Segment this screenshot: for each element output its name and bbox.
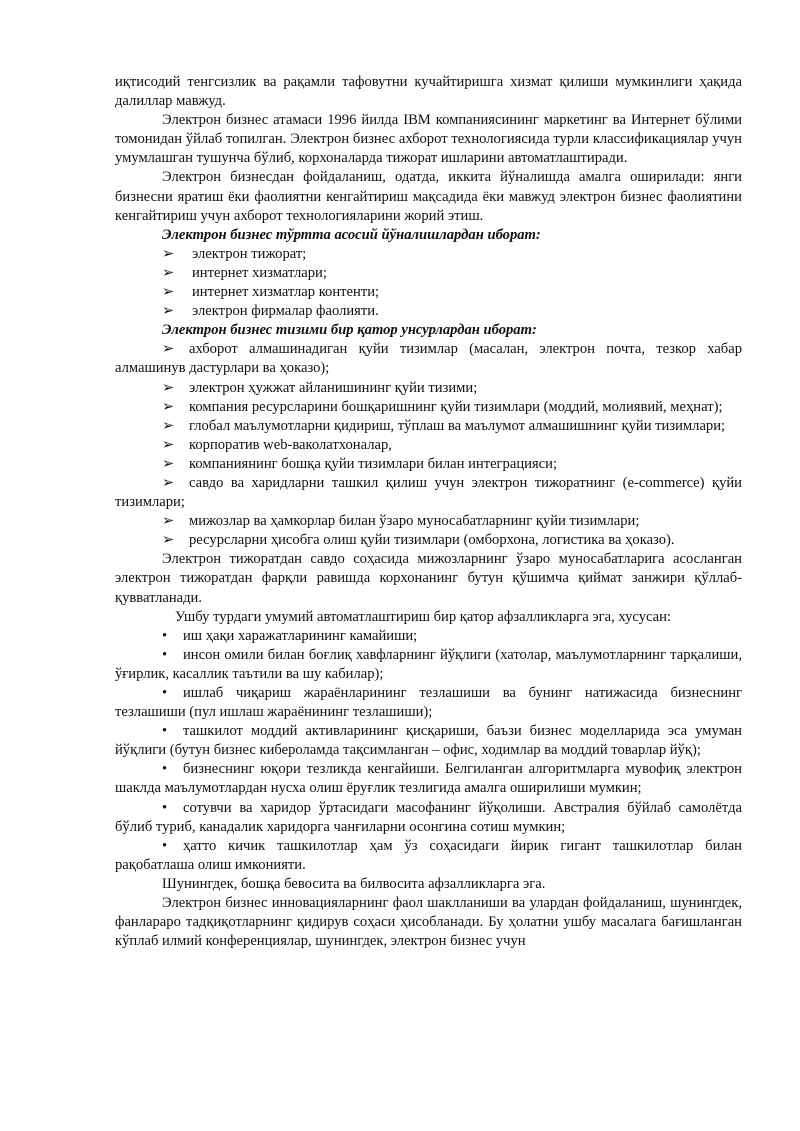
list-directions <box>115 245 742 321</box>
heading-directions: Электрон бизнес тўртта асосий йўналишлардан иборат: <box>162 226 541 243</box>
list-item: ➢ компания ресурсларини бошқаришнинг қуйи тизимлари (моддий, молиявий, меҳнат); <box>115 398 742 417</box>
arrow-bullet-icon: ➢ <box>162 284 175 301</box>
list-item: ➢ корпоратив web-ваколатхоналар, <box>115 436 742 455</box>
list-item: ➢ мижозлар ва ҳамкорлар билан ўзаро муносабатларнинг қуйи тизимлари; <box>115 512 742 531</box>
arrow-bullet-icon: ➢ <box>162 417 175 434</box>
list-item: ➢ глобал маълумотларни қидириш, тўплаш ва маълумот алмашишнинг қуйи тизимлари; <box>115 417 742 436</box>
list-advantages <box>115 627 742 875</box>
paragraph-advantages-intro: Ушбу турдаги умумий автоматлаштириш бир қатор афзалликларга эга, хусусан: <box>175 608 671 625</box>
arrow-bullet-icon: ➢ <box>162 532 175 549</box>
list-elements <box>115 340 742 550</box>
list-item: • бизнеснинг юқори тезликда кенгайиши. Белгиланган алгоритмларга мувофиқ электрон шаклда маълумотлардан нусха олиш ёруғлик тезлигида амалга оширилиши мумкин; <box>115 761 742 797</box>
paragraph-usage: Электрон бизнесдан фойдаланиш, одатда, иккита йўналишда амалга оширилади: янги бизнесни яратиш ёки фаолиятни кенгайтириш мақсадида ёки мавжуд электрон бизнес фаолиятини кенгайтириш учун ахборот технологияларини жорий этиш. <box>115 169 742 224</box>
bullet-dot-icon: • <box>162 685 168 701</box>
arrow-bullet-icon: ➢ <box>162 513 175 530</box>
bullet-dot-icon: • <box>162 723 168 740</box>
paragraph-innovation: Электрон бизнес инновацияларнинг фаол шаклланиши ва улардан фойдаланиш, шунингдек, фанлараро тадқиқотларнинг қидирув соҳаси ҳисобланади. Бу ҳолатни ушбу масалага бағишланган кўплаб илмий конференциялар, шунингдек, электрон бизнес учун <box>115 895 742 950</box>
list-item: • сотувчи ва харидор ўртасидаги масофанинг йўқолиши. Австралия бўйлаб самолётда бўлиб туриб, канадалик харидорга чанғиларни осонгина сотиш мумкин; <box>115 799 742 835</box>
list-item: • ташкилот моддий активларининг қисқариши, баъзи бизнес моделларида эса умуман йўқлиги (бутун бизнес кибероламда тақсимланган – офис, ходимлар ва моддий товарлар йўқ); <box>115 723 742 759</box>
heading-elements: Электрон бизнес тизими бир қатор унсурлардан иборат: <box>162 322 537 339</box>
bullet-dot-icon: • <box>162 627 168 644</box>
bullet-dot-icon: • <box>162 761 168 778</box>
arrow-bullet-icon: ➢ <box>162 264 175 281</box>
paragraph-ecommerce: Электрон тижоратдан савдо соҳасида мижозларнинг ўзаро муносабатларига асосланган электрон тижоратдан фарқли равишда корхонанинг бутун қўшимча қиймат занжири қўллаб-қувватланади. <box>115 551 742 606</box>
arrow-bullet-icon: ➢ <box>162 436 175 453</box>
bullet-dot-icon: • <box>162 646 168 663</box>
bullet-dot-icon: • <box>162 837 168 854</box>
list-item: • иш ҳақи харажатларининг камайиши; <box>115 627 742 646</box>
list-item: ➢ ахборот алмашинадиган қуйи тизимлар (масалан, электрон почта, тезкор хабар алмашинув дастурлари ва ҳоказо); <box>115 341 742 377</box>
list-item: ➢ электрон тижорат; <box>115 245 742 264</box>
list-item: ➢ интернет хизматлар контенти; <box>115 283 742 302</box>
list-item: ➢ компаниянинг бошқа қуйи тизимлари билан интеграцияси; <box>115 455 742 474</box>
list-item: ➢ электрон фирмалар фаолияти. <box>115 302 742 321</box>
arrow-bullet-icon: ➢ <box>162 303 175 320</box>
list-item: ➢ ресурсларни ҳисобга олиш қуйи тизимлари (омборхона, логистика ва ҳоказо). <box>115 531 742 550</box>
bullet-dot-icon: • <box>162 799 168 816</box>
document-page <box>115 73 742 951</box>
arrow-bullet-icon: ➢ <box>162 379 175 396</box>
paragraph-ibm: Электрон бизнес атамаси 1996 йилда IBM компаниясининг маркетинг ва Интернет бўлими томонидан ўйлаб топилган. Электрон бизнес ахборот технологиясида турли классификациялар учун умумлашган тушунча бўлиб, корхоналарда тижорат ишларини автоматлаштиради. <box>115 112 742 167</box>
list-item: ➢ электрон ҳужжат айланишининг қуйи тизими; <box>115 379 742 398</box>
arrow-bullet-icon: ➢ <box>162 245 175 262</box>
arrow-bullet-icon: ➢ <box>162 455 175 472</box>
arrow-bullet-icon: ➢ <box>162 398 175 415</box>
arrow-bullet-icon: ➢ <box>162 474 175 491</box>
list-item: • ишлаб чиқариш жараёнларининг тезлашиши ва бунинг натижасида бизнеснинг тезлашиши (пул ишлаш жараёнининг тезлашиши); <box>115 685 742 721</box>
arrow-bullet-icon: ➢ <box>162 341 175 358</box>
list-item: ➢ интернет хизматлари; <box>115 264 742 283</box>
paragraph-intro: иқтисодий тенгсизлик ва рақамли тафовутни кучайтиришга хизмат қилиши мумкинлиги ҳақида далиллар мавжуд. <box>115 74 742 110</box>
paragraph-other-advantages: Шунингдек, бошқа бевосита ва билвосита афзалликларга эга. <box>162 875 546 892</box>
list-item: • инсон омили билан боғлиқ хавфларнинг йўқлиги (хатолар, маълумотларнинг тарқалиши, ўғирлик, касаллик таътили ва шу кабилар); <box>115 646 742 682</box>
list-item: ➢ савдо ва харидларни ташкил қилиш учун электрон тижоратнинг (e-commerce) қуйи тизимлари; <box>115 474 742 511</box>
list-item: • ҳатто кичик ташкилотлар ҳам ўз соҳасидаги йирик гигант ташкилотлар билан рақобатлаша олиш имконияти. <box>115 837 742 873</box>
